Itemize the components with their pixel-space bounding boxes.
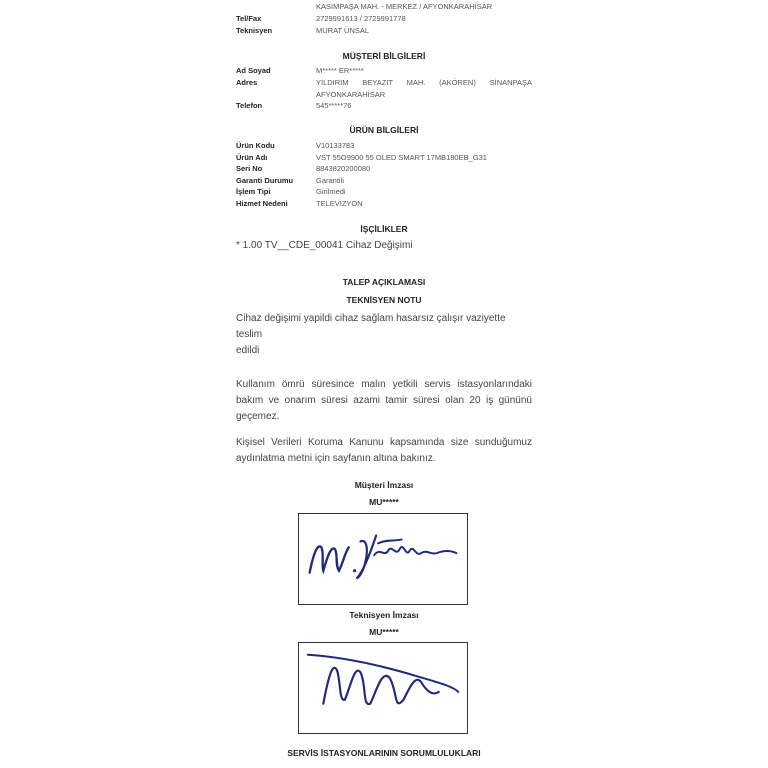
customer-address-label: Adres: [236, 78, 258, 87]
warranty-paragraph: Kullanım ömrü süresince malın yetkili servis istasyonlarındaki bakım ve onarım süresi azami tamir süresi olan 20 iş gününü geçemez.: [236, 379, 532, 422]
product-row-value: Garantili: [316, 175, 344, 185]
customer-name-row: [236, 65, 532, 77]
technician-signature-title: Teknisyen İmzası: [349, 610, 419, 620]
labor-item: * 1.00 TV__CDE_00041 Cihaz Değişimi: [236, 240, 413, 251]
product-table: [236, 140, 532, 210]
telfax-value: 2729991613 / 2729991778: [316, 14, 406, 23]
product-row-label: Hizmet Nedeni: [236, 198, 288, 208]
product-section-title: ÜRÜN BİLGİLERİ: [349, 125, 419, 135]
product-row-label: Ürün Kodu: [236, 141, 275, 150]
customer-phone-value: 545*****76: [316, 101, 352, 110]
customer-signature-box: [298, 513, 468, 605]
kvkk-paragraph: Kişisel Verileri Koruma Kanunu kapsamında size sunduğumuz aydınlatma metni için sayfanın altına bakınız.: [236, 437, 532, 464]
customer-phone-row: [236, 100, 532, 112]
product-row-label: Garanti Durumu: [236, 175, 294, 185]
product-row-label: Ürün Adı: [236, 152, 268, 162]
product-row: [236, 163, 532, 175]
customer-name-value: M***** ER*****: [316, 66, 364, 75]
product-row-value: VST 55O9900 55 OLED SMART 17MB180EB_G31: [316, 152, 487, 162]
technician-signature-box: [298, 642, 468, 734]
shop-address-value: KASIMPAŞA MAH. - MERKEZ / AFYONKARAHİSAR: [316, 2, 493, 11]
product-row: [236, 175, 532, 187]
customer-signature-name: MU*****: [369, 497, 399, 507]
customer-signature-drawing: [299, 514, 467, 604]
technician-label: Teknisyen: [236, 26, 273, 35]
product-row-value: 8843820200080: [316, 164, 371, 174]
product-row: [236, 186, 532, 198]
customer-address-value: YILDIRIM BEYAZIT MAH. (AKÖREN) SİNANPAŞA AFYONKARAHİSAR: [316, 78, 532, 99]
customer-name-label: Ad Soyad: [236, 66, 271, 75]
technician-signature-name: MU*****: [369, 627, 399, 637]
product-row: [236, 152, 532, 164]
telfax-row: [236, 13, 532, 25]
labor-section-title: İŞÇİLİKLER: [360, 224, 408, 234]
telfax-label: Tel/Fax: [236, 14, 262, 23]
shop-address-row: [236, 1, 532, 13]
product-row-value: TELEVİZYON: [316, 198, 363, 208]
product-row: [236, 140, 532, 152]
technician-value: MURAT ÜNSAL: [316, 26, 370, 35]
customer-phone-label: Telefon: [236, 101, 263, 110]
footer-section-title: SERVİS İSTASYONLARININ SORUMLULUKLARI: [287, 748, 481, 758]
technician-row: [236, 25, 532, 37]
tech-note-line: Cihaz değişimi yapildi cihaz sağlam hasarsız çalışır vaziyette: [236, 313, 506, 324]
product-row-label: Seri No: [236, 164, 263, 174]
product-row-value: Girilmedi: [316, 187, 346, 197]
tech-note-line: edildi: [236, 345, 260, 356]
product-row-label: İşlem Tipi: [236, 187, 271, 197]
customer-signature-title: Müşteri İmzası: [354, 480, 414, 490]
customer-section-title: MÜŞTERİ BİLGİLERİ: [342, 51, 426, 61]
product-row: [236, 198, 532, 210]
technician-signature-drawing: [299, 643, 467, 733]
customer-address-row: [236, 77, 532, 100]
tech-note-title: TEKNİSYEN NOTU: [346, 295, 422, 305]
request-title: TALEP AÇIKLAMASI: [342, 277, 426, 287]
product-row-value: V10133783: [316, 141, 355, 150]
tech-note-line: teslim: [236, 329, 263, 340]
